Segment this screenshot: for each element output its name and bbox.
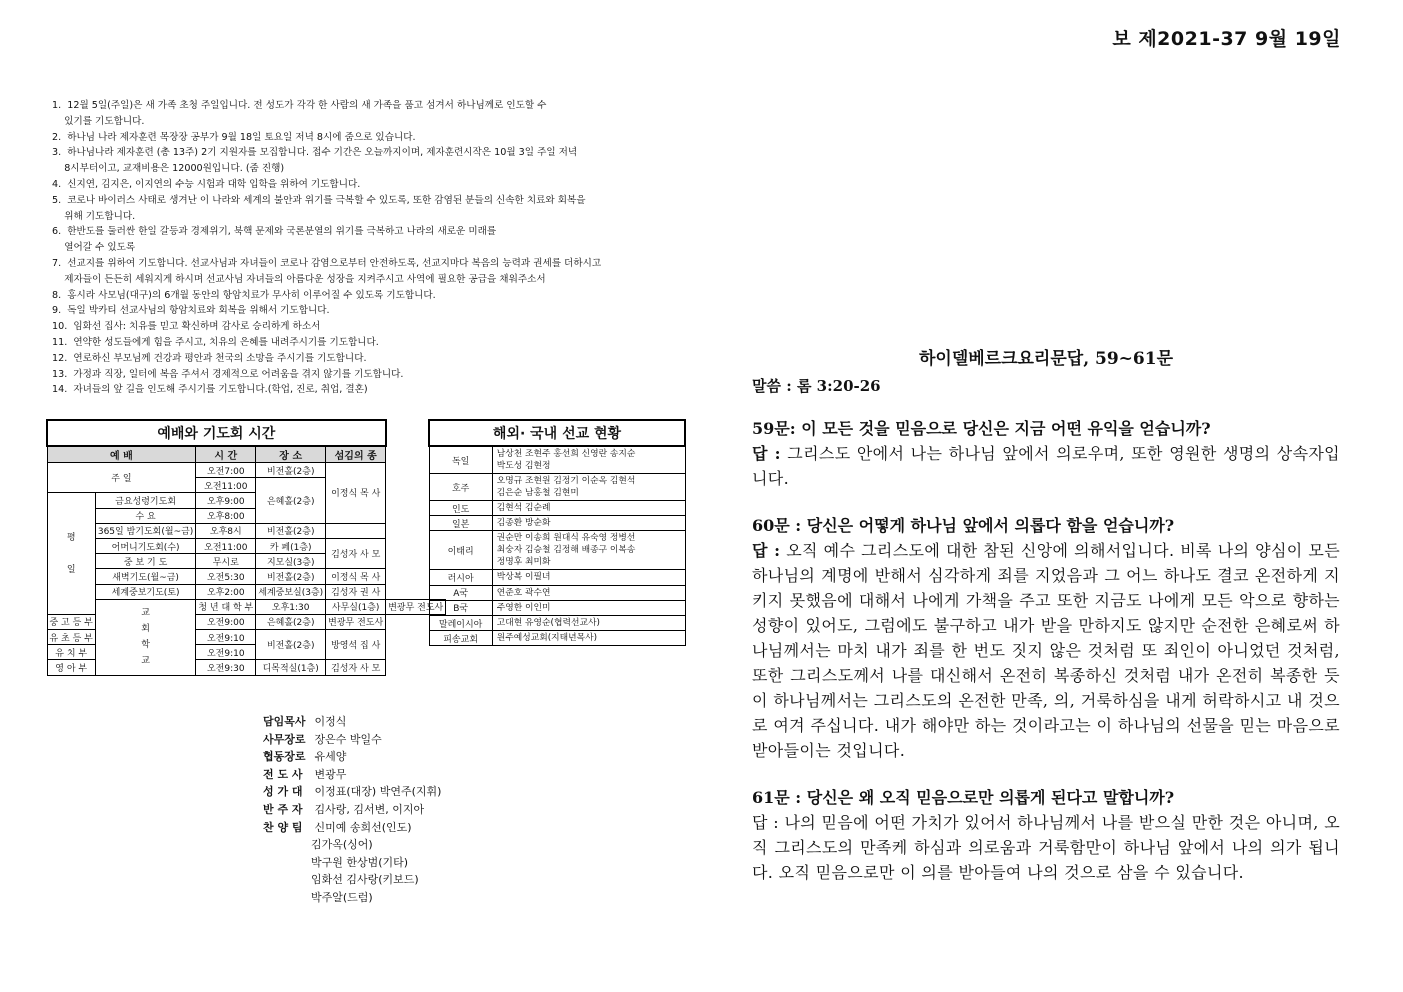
leader-cell: 김성자 권 사	[326, 584, 386, 599]
qa-block	[752, 416, 1340, 491]
question-60: 60문 : 당신은 어떻게 하나님 앞에서 의롭다 함을 얻습니까?	[752, 516, 1175, 535]
time-cell: 오전9:10	[196, 630, 256, 645]
missionary-names: 주영한 이인미	[492, 600, 685, 615]
answer-label: 답 :	[752, 444, 781, 463]
staff-row	[263, 783, 441, 801]
service-wednesday: 수 요	[95, 508, 195, 523]
table-row	[47, 569, 446, 584]
header-time: 시 간	[196, 446, 256, 463]
leader-cell: 김성자 사 모	[326, 538, 386, 568]
leader-cell: 김성자 사 모	[326, 660, 386, 675]
country-cell: 피송교회	[429, 631, 492, 646]
table-row	[429, 531, 685, 570]
country-cell: A국	[429, 585, 492, 600]
service-world-intercession: 세계중보기도(토)	[95, 584, 195, 599]
service-dawn: 새벽기도(월~금)	[95, 569, 195, 584]
announcement-line: 3. 하나님나라 제자훈련 (총 13주) 2기 지원자를 모집합니다. 접수 기간은 오늘까지이며, 제자훈련시작은 10월 3일 주일 저녁	[52, 147, 578, 159]
staff-row	[263, 819, 441, 837]
staff-extra: 박주알(드럼)	[311, 890, 373, 904]
table-row	[47, 584, 446, 599]
service-middle-high: 중 고 등 부	[47, 614, 95, 629]
staff-role: 담임목사	[263, 715, 306, 728]
announcement-line: 5. 코로나 바이러스 사태로 생겨난 이 나라와 세계의 불안과 위기를 극복할 수 있도록, 또한 감염된 분들의 신속한 치료와 회복을	[52, 194, 586, 206]
announcement-line: 11. 연약한 성도들에게 힘을 주시고, 치유의 은혜를 내려주시기를 기도합니다.	[52, 336, 379, 348]
leader-cell: 방영석 집 사	[326, 630, 386, 660]
time-cell: 무시로	[196, 554, 256, 569]
staff-value: 변광무	[314, 767, 347, 781]
table-row	[429, 570, 685, 585]
place-cell: 비전홀(2층)	[256, 569, 326, 584]
service-intercession: 중 보 기 도	[95, 554, 195, 569]
staff-row	[263, 801, 441, 819]
time-cell: 오후2:00	[196, 584, 256, 599]
time-cell: 오전5:30	[196, 569, 256, 584]
weekday-side-label: 평 일	[47, 493, 95, 615]
announcement-line: 있기를 기도합니다.	[52, 115, 145, 127]
missionary-names: 오명규 조현원 김정기 이순옥 김현석 김은순 남홍철 김현미	[492, 474, 685, 501]
leader-cell	[326, 523, 386, 538]
qa-block	[752, 785, 1340, 885]
time-cell: 오전9:10	[196, 645, 256, 660]
country-cell: 독일	[429, 446, 492, 474]
missions-table	[428, 419, 686, 646]
announcement-line: 6. 한반도를 둘러싼 한일 갈등과 경제위기, 북핵 문제와 국론분열의 위기를 극복하고 나라의 새로운 미래를	[52, 226, 497, 238]
missionary-names: 김현석 김순례	[492, 501, 685, 516]
staff-role: 성 가 대	[263, 785, 303, 799]
place-cell: 비전홀(2층)	[256, 630, 326, 660]
place-cell: 카 페(1층)	[256, 538, 326, 553]
country-cell: 러시아	[429, 570, 492, 585]
table-row	[47, 538, 446, 553]
service-friday: 금요성령기도회	[95, 493, 195, 508]
catechism-title: 하이델베르크요리문답, 59~61문	[918, 349, 1174, 369]
time-cell: 오전11:00	[196, 538, 256, 553]
staff-role: 반 주 자	[263, 802, 303, 816]
staff-role: 사무장로	[263, 732, 306, 746]
missionary-names: 김종환 방순화	[492, 516, 685, 531]
answer-61	[752, 810, 1340, 885]
question-59: 59문: 이 모든 것을 믿음으로 당신은 지금 어떤 유익을 얻습니까?	[752, 419, 1211, 438]
announcements	[52, 98, 672, 398]
staff-row	[263, 731, 441, 749]
staff-value: 김사랑, 김서변, 이지아	[314, 802, 425, 816]
announcement-line: 12. 연로하신 부모님께 건강과 평안과 천국의 소망을 주시기를 기도합니다.	[52, 352, 367, 364]
header-service: 예 배	[47, 446, 196, 463]
country-cell: 호주	[429, 474, 492, 501]
staff-role: 찬 양 팀	[263, 820, 303, 834]
missions-table-title: 해외· 국내 선교 현황	[429, 420, 685, 446]
header-leader: 섬김의 종	[326, 446, 386, 463]
issue-number: 보 제2021-37 9월 19일	[1112, 28, 1341, 50]
staff-row	[263, 766, 441, 784]
answer-label: 답 :	[752, 813, 780, 832]
time-cell: 오후1:30	[256, 599, 326, 614]
staff-role: 전 도 사	[263, 767, 303, 781]
leader-cell: 이정식 목 사	[326, 569, 386, 584]
announcement-line: 14. 자녀들의 앞 길을 인도해 주시기를 기도합니다.(학업, 진로, 취업, 결혼)	[52, 384, 368, 396]
place-cell: 은혜홀(2층)	[256, 478, 326, 524]
staff-row	[263, 748, 441, 766]
place-cell: 지모실(3층)	[256, 554, 326, 569]
announcement-line: 1. 12월 5일(주일)은 새 가족 초청 주일입니다. 전 성도가 각각 한 사람의 새 가족을 품고 섬겨서 하나님께로 인도할 수	[52, 100, 547, 111]
table-row	[429, 600, 685, 615]
staff-value: 이정식	[314, 715, 347, 728]
answer-text: 나의 믿음에 어떤 가치가 있어서 하나님께서 나를 받으실 만한 것은 아니며, 오직 그리스도의 만족케 하심과 의로움과 거룩함만이 하나님 앞에서 나의 의가 됩니다. 오직 믿음으로만 이 의를 받아들여 나의 것으로 삼을 수 있습니다.	[752, 813, 1341, 882]
worship-table-title: 예배와 기도회 시간	[47, 420, 386, 446]
answer-59	[752, 441, 1340, 491]
country-cell: 말레이시아	[429, 615, 492, 630]
place-cell: 세계중보실(3층)	[256, 584, 326, 599]
table-row	[47, 508, 446, 523]
service-sunday: 주 일	[47, 463, 196, 493]
table-row	[47, 463, 446, 478]
announcement-line: 10. 임화선 집사: 치유를 믿고 확신하며 감사로 승리하게 하소서	[52, 321, 321, 333]
catechism-section	[752, 344, 1340, 907]
place-cell: 사무실(1층)	[326, 599, 386, 614]
header-place: 장 소	[256, 446, 326, 463]
announcement-line: 2. 하나님 나라 제자훈련 목장장 공부가 9월 18일 토요일 저녁 8시에 줌으로 있습니다.	[52, 131, 416, 143]
table-row	[429, 631, 685, 646]
leader-cell: 변광무 전도사	[326, 614, 386, 629]
table-row	[47, 523, 446, 538]
announcement-line: 4. 신지연, 김지은, 이지연의 수능 시험과 대학 입학을 위하여 기도합니다.	[52, 178, 361, 190]
staff-list	[263, 713, 441, 907]
announcement-line: 7. 선교지를 위하여 기도합니다. 선교사님과 자녀들이 코로나 감염으로부터 안전하도록, 선교지마다 복음의 능력과 권세를 더하시고	[52, 257, 602, 269]
time-cell: 오전9:30	[196, 660, 256, 675]
service-kindergarten: 유 치 부	[47, 645, 95, 660]
table-row	[47, 599, 446, 614]
announcement-line: 9. 독일 박카티 선교사님의 항암치료와 회복을 위해서 기도합니다.	[52, 305, 330, 317]
table-row	[429, 501, 685, 516]
missionary-names: 박상복 이필녀	[492, 570, 685, 585]
table-row	[429, 585, 685, 600]
missionary-names: 고대현 유영순(협력선교사)	[492, 615, 685, 630]
staff-extra: 임화선 김사랑(키보드)	[311, 873, 419, 887]
time-cell: 오전7:00	[196, 463, 256, 478]
answer-text: 오직 예수 그리스도에 대한 참된 신앙에 의해서입니다. 비록 나의 양심이 모든 하나님의 계명에 반해서 심각하게 죄를 지었음과 그 어느 하나도 결코 온전하게 지키지 못했음에 대해서 나에게 가책을 주고 또한 지금도 나에게 모든 악으로 향하는 성향이 있어도, 그럼에도 불구하고 내가 받을 만하지도 않지만 순전한 은혜로써 하나님께서는 마치 내가 죄를 한 번도 짓지 않은 것처럼 또 죄인이 아니었던 것처럼, 또한 그리스도께서 나를 대신해서 온전히 복종하신 것처럼 내가 온전히 복종한 듯이 하나님께서는 그리스도의 온전한 만족, 의, 거룩하심을 내게 허락하시고 내 것으로 여겨 주십니다. 내가 해야만 하는 것이라고는 이 하나님의 선물을 믿는 마음으로 받아들이는 것입니다.	[752, 541, 1341, 760]
staff-value: 유세양	[314, 750, 347, 764]
table-row	[429, 474, 685, 501]
announcement-line: 8. 홍시라 사모님(대구)의 6개월 동안의 항암치료가 무사히 이루어질 수 있도록 기도합니다.	[52, 289, 436, 301]
answer-label: 답 :	[752, 541, 781, 560]
scripture-reference: 말씀 : 롬 3:20-26	[752, 377, 881, 395]
announcement-line: 제자들이 든든히 세워지게 하시며 선교사님 자녀들의 아름다운 성장을 지켜주시고 사역에 필요한 공급을 채워주소서	[52, 273, 546, 285]
staff-extra: 김가옥(싱어)	[311, 838, 373, 852]
table-row	[47, 554, 446, 569]
service-youth: 청 년 대 학 부	[196, 599, 256, 614]
missionary-names: 연준호 곽수연	[492, 585, 685, 600]
worship-schedule-table	[46, 419, 446, 676]
announcement-line: 위해 기도합니다.	[52, 210, 136, 222]
question-61: 61문 : 당신은 왜 오직 믿음으로만 의롭게 된다고 말합니까?	[752, 788, 1175, 807]
time-cell: 오후8:00	[196, 508, 256, 523]
staff-row	[263, 713, 441, 731]
qa-block	[752, 513, 1340, 763]
staff-value: 장은수 박일수	[314, 732, 382, 746]
leader-cell: 변광무 전도사	[386, 599, 446, 614]
staff-role: 협동장로	[263, 750, 306, 764]
table-row	[429, 615, 685, 630]
announcement-line: 13. 가정과 직장, 일터에 복음 주셔서 경제적으로 어려움을 겪지 않기를 기도합니다.	[52, 368, 404, 380]
table-row	[429, 446, 685, 474]
table-row	[47, 493, 446, 508]
missionary-names: 권순만 이송희 원대식 유숙영 정병선 최숭자 김승철 김정해 배종구 이복송 정명후 최미화	[492, 531, 685, 570]
time-cell: 오전9:00	[196, 614, 256, 629]
school-side-label: 교 회 학 교	[95, 599, 195, 675]
service-infant: 영 아 부	[47, 660, 95, 675]
place-cell: 비전홀(2층)	[256, 523, 326, 538]
staff-value: 이정표(대장) 박연주(지휘)	[314, 785, 442, 799]
staff-value: 신미예 송희선(인도)	[314, 820, 412, 834]
place-cell: 은혜홀(2층)	[256, 614, 326, 629]
time-cell: 오전11:00	[196, 478, 256, 493]
announcement-line: 8시부터이고, 교재비용은 12000원입니다. (줌 진행)	[52, 163, 285, 175]
country-cell: 이태리	[429, 531, 492, 570]
missionary-names: 원주예성교회(지태년목사)	[492, 631, 685, 646]
table-row	[429, 516, 685, 531]
answer-text: 그리스도 안에서 나는 하나님 앞에서 의로우며, 또한 영원한 생명의 상속자입니다.	[752, 444, 1340, 488]
staff-extra: 박구원 한상범(기타)	[311, 855, 409, 869]
answer-60	[752, 538, 1340, 763]
announcement-line: 열어갈 수 있도록	[52, 242, 136, 254]
place-cell: 비전홀(2층)	[256, 463, 326, 478]
service-elementary: 유 초 등 부	[47, 630, 95, 645]
country-cell: B국	[429, 600, 492, 615]
service-365: 365일 밤기도회(월~금)	[95, 523, 195, 538]
country-cell: 일본	[429, 516, 492, 531]
leader-cell: 이정식 목 사	[326, 463, 386, 524]
country-cell: 인도	[429, 501, 492, 516]
time-cell: 오후9:00	[196, 493, 256, 508]
missionary-names: 남상천 조현주 홍선희 신영란 송지순 박도성 김현정	[492, 446, 685, 474]
place-cell: 디목적실(1층)	[256, 660, 326, 675]
time-cell: 오후8시	[196, 523, 256, 538]
service-mothers: 어머니기도회(수)	[95, 538, 195, 553]
